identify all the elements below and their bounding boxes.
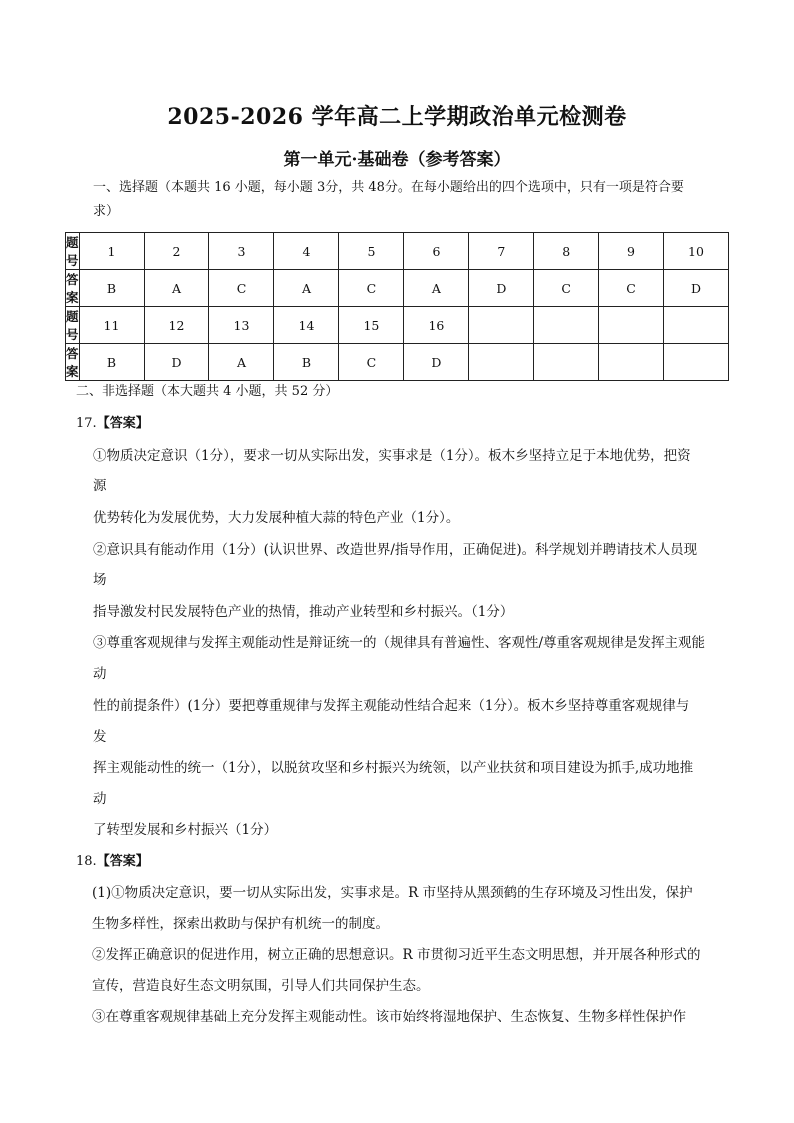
section-choice-heading-line2: 求） bbox=[93, 204, 120, 219]
table-cell: C bbox=[599, 270, 664, 307]
table-cell bbox=[469, 344, 534, 381]
q17-line: 性的前提条件）(1分）要把尊重规律与发挥主观能动性结合起来（1分）。板木乡坚持尊重客观规律与 bbox=[93, 698, 690, 714]
page-title: 2025-2026 学年高二上学期政治单元检测卷 bbox=[167, 104, 627, 130]
table-cell: B bbox=[79, 270, 144, 307]
table-cell: C bbox=[534, 270, 599, 307]
table-cell: A bbox=[274, 270, 339, 307]
table-cell: C bbox=[209, 270, 274, 307]
q18-line: ③在尊重客观规律基础上充分发挥主观能动性。该市始终将湿地保护、生态恢复、生物多样性保护作 bbox=[92, 1009, 686, 1025]
table-cell: 4 bbox=[274, 233, 339, 270]
table-cell: 7 bbox=[469, 233, 534, 270]
table-cell bbox=[599, 344, 664, 381]
table-cell: 15 bbox=[339, 307, 404, 344]
page-subtitle: 第一单元·基础卷（参考答案） bbox=[283, 150, 511, 170]
table-header-answer: 答案 bbox=[66, 344, 80, 381]
q17-line: 了转型发展和乡村振兴（1分） bbox=[93, 822, 278, 838]
section-choice-heading-line1: 一、选择题（本题共 16 小题，每小题 3分，共 48分。在每小题给出的四个选项中，只有一项是符合要 bbox=[93, 180, 684, 195]
q18-number: 18. bbox=[76, 854, 97, 869]
table-row bbox=[66, 344, 729, 381]
q17-line: 发 bbox=[93, 729, 107, 745]
q17-answer-label: 【答案】 bbox=[96, 416, 149, 431]
table-cell: B bbox=[274, 344, 339, 381]
q17-number: 17. bbox=[76, 416, 97, 431]
table-cell: 12 bbox=[144, 307, 209, 344]
table-cell: 3 bbox=[209, 233, 274, 270]
table-cell: A bbox=[209, 344, 274, 381]
table-cell: A bbox=[144, 270, 209, 307]
q18-line: (1)①物质决定意识，要一切从实际出发，实事求是。R 市坚持从黑颈鹤的生存环境及习性出发，保护 bbox=[92, 885, 693, 901]
answer-table bbox=[65, 232, 729, 381]
table-row bbox=[66, 307, 729, 344]
table-cell: C bbox=[339, 344, 404, 381]
q18-heading bbox=[76, 850, 149, 869]
table-cell: 10 bbox=[663, 233, 728, 270]
table-cell: 9 bbox=[599, 233, 664, 270]
table-header-question: 题号 bbox=[66, 233, 80, 270]
q17-line: 源 bbox=[93, 478, 107, 494]
q17-line: ③尊重客观规律与发挥主观能动性是辩证统一的（规律具有普遍性、客观性/尊重客观规律是发挥主观能 bbox=[93, 635, 706, 651]
q17-line: ①物质决定意识（1分），要求一切从实际出发，实事求是（1分）。板木乡坚持立足于本地优势，把资 bbox=[93, 448, 691, 464]
table-cell: 16 bbox=[404, 307, 469, 344]
table-cell: B bbox=[79, 344, 144, 381]
table-cell: A bbox=[404, 270, 469, 307]
table-cell bbox=[534, 344, 599, 381]
table-cell: 14 bbox=[274, 307, 339, 344]
table-cell bbox=[469, 307, 534, 344]
table-cell bbox=[599, 307, 664, 344]
table-cell: D bbox=[663, 270, 728, 307]
q17-line: 挥主观能动性的统一（1分），以脱贫攻坚和乡村振兴为统领，以产业扶贫和项目建设为抓手,成功地推 bbox=[93, 760, 694, 776]
table-cell: 13 bbox=[209, 307, 274, 344]
table-cell: 1 bbox=[79, 233, 144, 270]
table-cell: 6 bbox=[404, 233, 469, 270]
table-cell: D bbox=[144, 344, 209, 381]
q18-line: ②发挥正确意识的促进作用，树立正确的思想意识。R 市贯彻习近平生态文明思想，并开展各种形式的 bbox=[92, 947, 701, 963]
table-cell: D bbox=[404, 344, 469, 381]
table-header-question: 题号 bbox=[66, 307, 80, 344]
table-cell: D bbox=[469, 270, 534, 307]
q17-line: 优势转化为发展优势，大力发展种植大蒜的特色产业（1分）。 bbox=[93, 510, 460, 526]
table-cell: 11 bbox=[79, 307, 144, 344]
table-header-answer: 答案 bbox=[66, 270, 80, 307]
q18-line: 宣传，营造良好生态文明氛围，引导人们共同保护生态。 bbox=[92, 978, 430, 994]
q17-line: 动 bbox=[93, 666, 107, 682]
table-cell: 5 bbox=[339, 233, 404, 270]
table-cell: C bbox=[339, 270, 404, 307]
q18-line: 生物多样性，探索出救助与保护有机统一的制度。 bbox=[92, 916, 389, 932]
q17-line: 动 bbox=[93, 791, 107, 807]
section-choice-heading bbox=[93, 176, 733, 224]
table-cell: 2 bbox=[144, 233, 209, 270]
q17-heading bbox=[76, 412, 149, 431]
table-row bbox=[66, 233, 729, 270]
table-cell bbox=[663, 344, 728, 381]
table-cell bbox=[534, 307, 599, 344]
table-cell bbox=[663, 307, 728, 344]
table-cell: 8 bbox=[534, 233, 599, 270]
q17-line: 场 bbox=[93, 572, 107, 588]
section-nonchoice-heading: 二、非选择题（本大题共 4 小题，共 52 分） bbox=[76, 384, 339, 399]
q17-line: 指导激发村民发展特色产业的热情，推动产业转型和乡村振兴。（1分） bbox=[93, 604, 514, 620]
table-row bbox=[66, 270, 729, 307]
q18-answer-label: 【答案】 bbox=[96, 854, 149, 869]
q17-line: ②意识具有能动作用（1分）(认识世界、改造世界/指导作用，正确促进)。科学规划并聘请技术人员现 bbox=[93, 542, 698, 558]
